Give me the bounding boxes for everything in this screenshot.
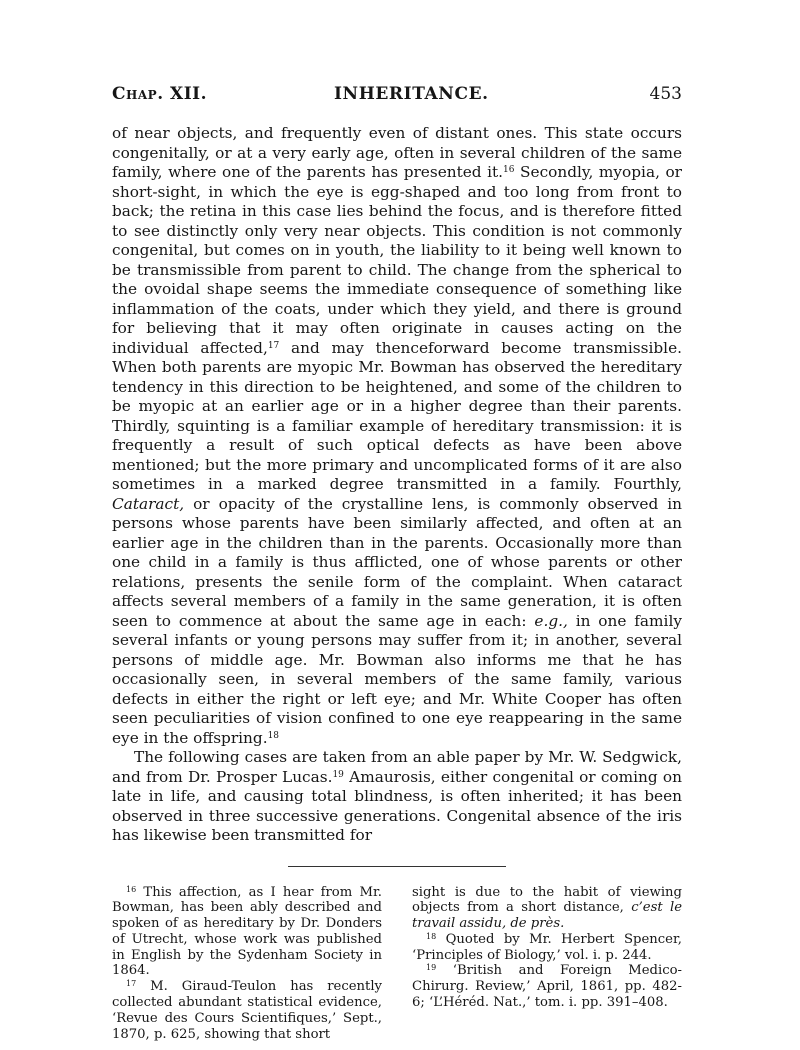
text-run: The following cases are taken from an able paper by Mr. W. Sedgwick, and from Dr. Prosper Lucas. [112,748,682,786]
chapter-label: Chap. XII. [112,84,208,104]
text-run: M. Giraud-Teulon has recently collected abundant statistical evidence, ‘Revue des Cours Scientifiques,’ Sept., 1870, p. 625, showing that short [112,979,382,1042]
text-run: Amaurosis, either congenital or coming on late in life, and causing total blindness, is often inherited; it has been observed in three successive generations. Congenital absence of the iris has likewise been transmitted for [112,767,682,844]
text-run: of near objects, and frequently even of distant ones. This state occurs congenitally, or at a very early age, often in several children of the same family, where one of the parents has presented it. [112,124,682,181]
footnote-marker: 17 [267,340,280,351]
footnote-divider [288,866,506,867]
footnote [112,885,382,980]
text-run: This affection, as I hear from Mr. Bowman, has been ably described and spoken of as hereditary by Dr. Donders of Utrecht, whose work was published in English by the Sydenham Society in 1864. [112,884,382,979]
footnote [412,963,682,1010]
italic-text: Cataract, [112,494,185,513]
footnote-marker: 16 [126,884,137,894]
footnote-marker: 18 [426,931,437,941]
body-paragraph [112,748,682,846]
book-page [112,84,682,1042]
footnote [412,932,682,964]
footnote-continuation [412,885,682,932]
text-run: sight is due to the habit of viewing objects from a short distance, [412,884,682,916]
footnote-marker: 19 [426,963,437,973]
footnote-marker: 16 [503,165,515,175]
text-run: or opacity of the crystalline lens, is commonly observed in persons whose parents have been similarly affected, and often at an earlier age in the children than in the parents. Occasionally more than one child in a family is thus afflicted, one of whose parents or other relations, presents the senile form of the complaint. When cataract affects several members of a family in the same generation, it is often seen to commence at about the same age in each: [112,494,682,630]
text-run: Quoted by Mr. Herbert Spencer, ‘Principles of Biology,’ vol. i. p. 244. [412,931,682,963]
footnote-column-left [112,885,382,1043]
running-title: INHERITANCE. [334,84,489,104]
footnote [112,979,382,1042]
body-paragraph [112,124,682,748]
footnotes [112,885,682,1043]
page-number: 453 [649,84,682,104]
footnote-column-right [412,885,682,1043]
text-run: Secondly, myopia, or short-sight, in which the eye is egg-shaped and too long from front to back; the retina in this case lies behind the focus, and is therefore fitted to see distinctly only very near objects. This condition is not commonly congenital, but comes on in youth, the liability to it being well known to be transmissible from parent to child. The change from the spherical to the ovoidal shape seems the immediate consequence of something like inflammation of the coats, under which they yield, and there is ground for believing that it may often originate in causes acting on the individual affected, [112,163,682,357]
footnote-marker: 19 [332,769,344,780]
text-run: and may thenceforward become transmissible. When both parents are myopic Mr. Bowman has observed the hereditary tendency in this direction to be heightened, and some of the children to be myopic at an earlier age or in a higher degree than their parents. Thirdly, squinting is a familiar example of hereditary transmission: it is frequently a result of such optical defects as have been above mentioned; but the more primary and uncomplicated forms of it are also sometimes in a marked degree transmitted in a family. Fourthly, [112,338,682,493]
italic-text: e.g., [534,611,568,630]
italic-text: c’est le travail assidu, de près. [412,900,682,932]
text-run: ‘British and Foreign Medico-Chirurg. Review,’ April, 1861, pp. 482-6; ‘L’Héréd. Nat.,’ tom. i. pp. 391–408. [412,963,682,1011]
text-run: in one family several infants or young persons may suffer from it; in another, several persons of middle age. Mr. Bowman also informs me that he has occasionally seen, in several members of the same family, various defects in either the right or left eye; and Mr. White Cooper has often seen peculiarities of vision confined to one eye reappearing in the same eye in the offspring. [112,611,682,747]
footnote-marker: 17 [126,979,137,989]
running-header [112,84,682,110]
body-text [112,124,682,846]
footnote-marker: 18 [267,730,280,741]
